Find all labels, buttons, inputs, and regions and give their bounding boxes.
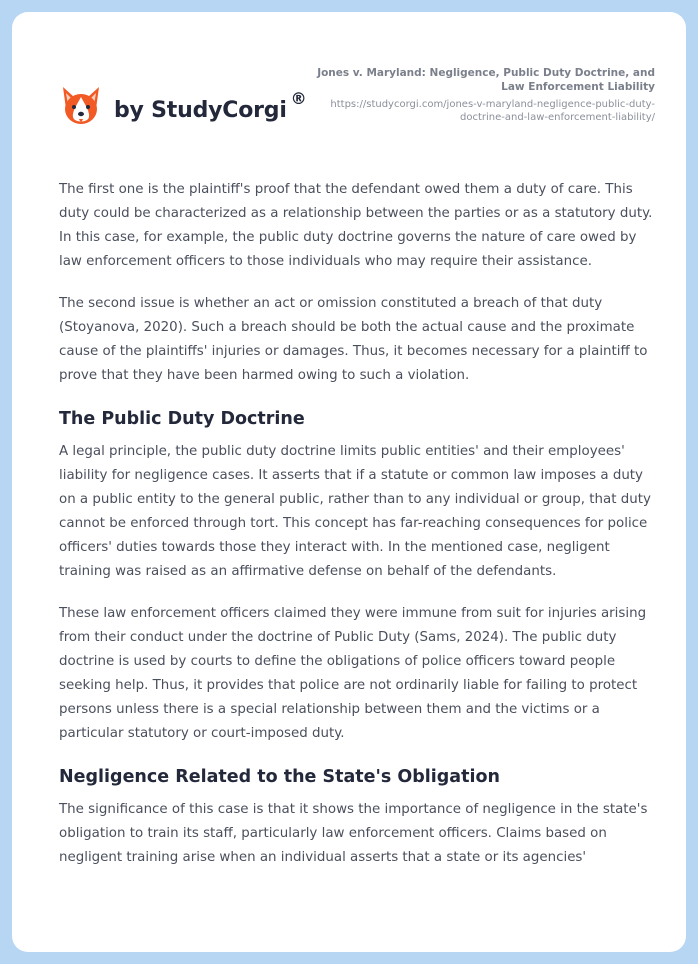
logo-wordmark: by StudyCorgi [114, 97, 287, 123]
paragraph-duty-of-care: The first one is the plaintiff's proof that the defendant owed them a duty of care. This duty could be characterized as a relationship between the parties or as a statutory duty. In this case, for example, the public duty doctrine governs the nature of care owed by law enforcement officers to those individuals who may require their assistance. [59, 182, 653, 269]
registered-mark: ® [290, 88, 307, 108]
corgi-head-icon [60, 83, 102, 129]
paragraph-officer-immunity: These law enforcement officers claimed they were immune from suit for injuries arising from their conduct under the doctrine of Public Duty (Sams, 2024). The public duty doctrine is used by courts to define the obligations of police officers toward people seeking help. Thus, it provides that police are not ordinarily liable for failing to protect persons unless there is a special relationship between them and the victims or a particular statutory or court-imposed duty. [59, 606, 647, 741]
studycorgi-logo[interactable] [60, 74, 307, 138]
page-card [12, 12, 686, 952]
paragraph-breach-of-duty: The second issue is whether an act or omission constituted a breach of that duty (Stoyanova, 2020). Such a breach should be both the actual cause and the proximate cause of the plaintiffs' injuries or damages. Thus, it becomes necessary for a plaintiff to prove that they have been harmed owing to such a violation. [59, 296, 648, 383]
paragraph-negligent-training: The significance of this case is that it shows the importance of negligence in the state's obligation to train its staff, particularly law enforcement officers. Claims based on negligent training arise when an individual asserts that a state or its agencies' [59, 802, 648, 865]
article-body [59, 178, 659, 888]
document-meta [295, 66, 655, 124]
document-url[interactable]: https://studycorgi.com/jones-v-maryland-negligence-public-duty-doctrine-and-law-enforcement-liability/ [330, 99, 655, 123]
paragraph-public-duty-principle: A legal principle, the public duty doctrine limits public entities' and their employees' liability for negligence cases. It asserts that if a statute or common law imposes a duty on a public entity to the general public, rather than to any individual or group, that duty cannot be enforced through tort. This concept has far-reaching consequences for police officers' duties towards those they interact with. In the mentioned case, negligent training was raised as an affirmative defense on behalf of the defendants. [59, 444, 651, 579]
document-title: Jones v. Maryland: Negligence, Public Duty Doctrine, and Law Enforcement Liability [317, 67, 655, 93]
heading-state-obligation: Negligence Related to the State's Obligation [59, 767, 500, 787]
heading-public-duty-doctrine: The Public Duty Doctrine [59, 409, 305, 429]
